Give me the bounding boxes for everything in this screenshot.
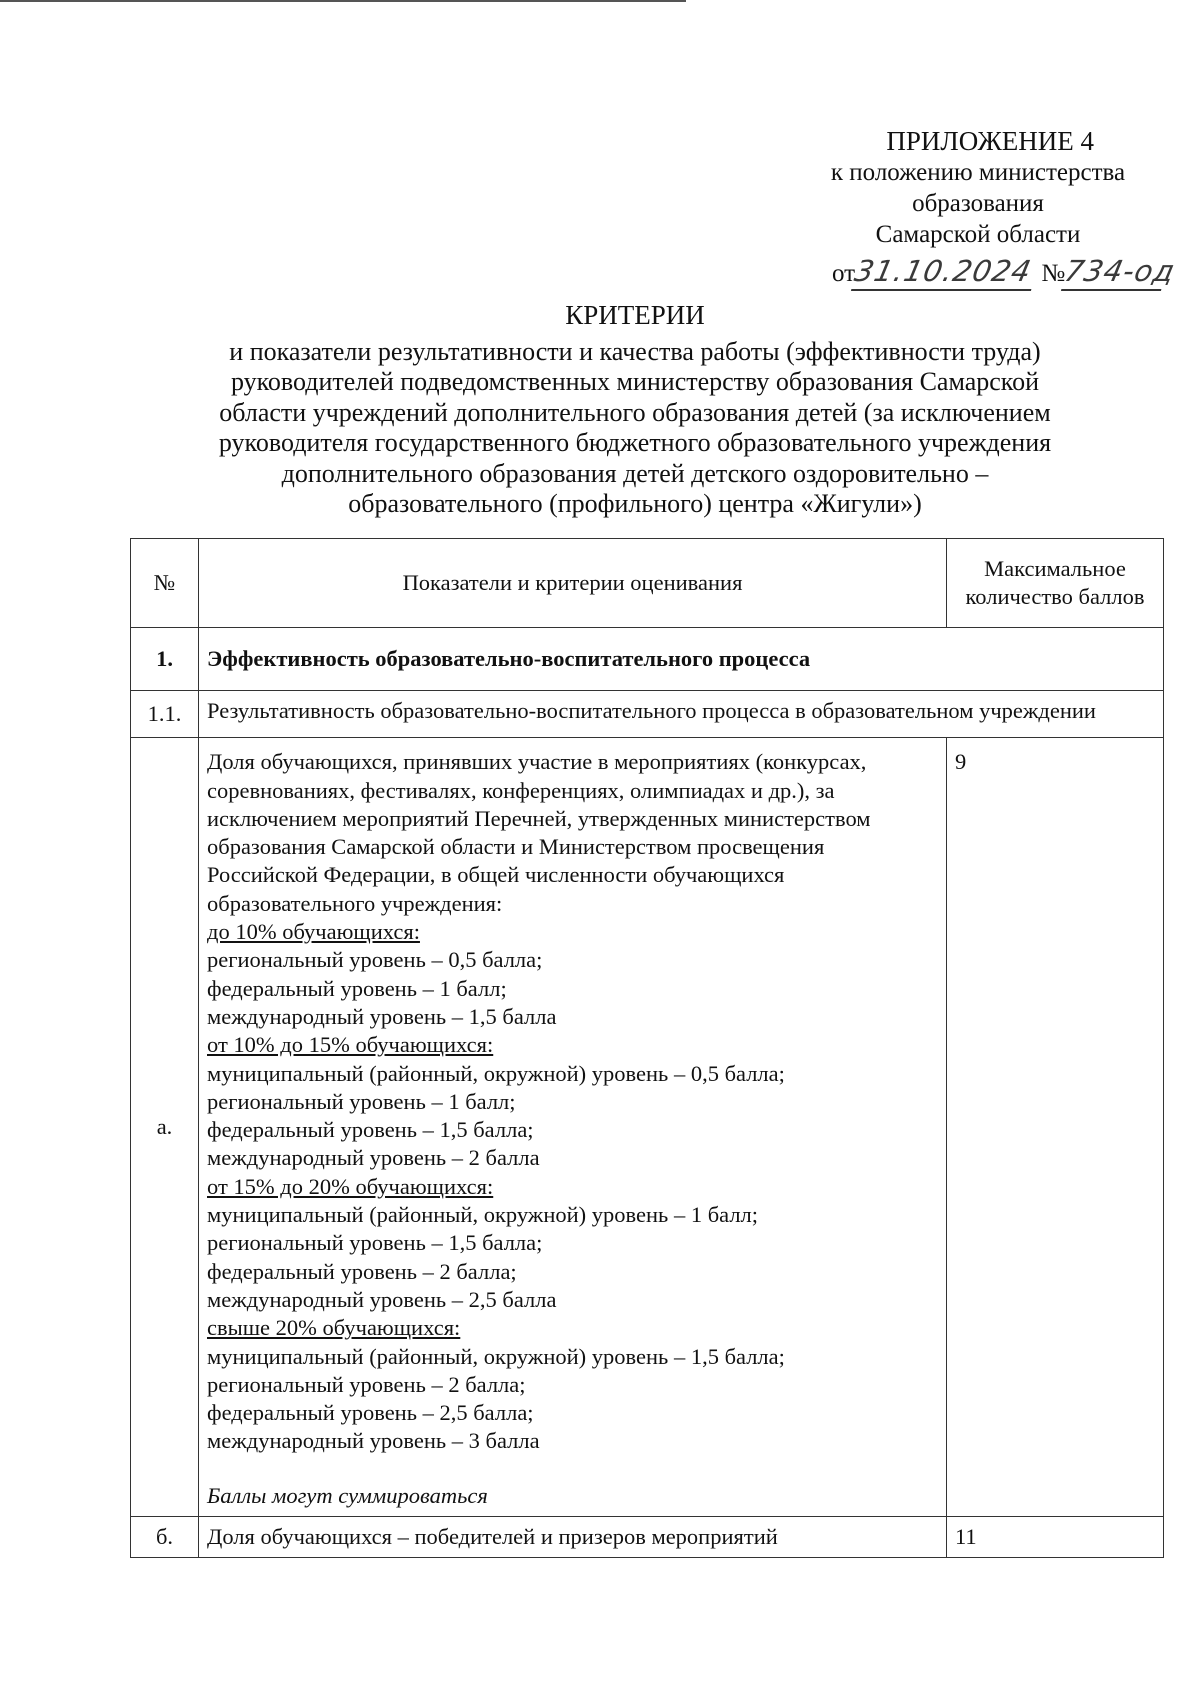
annex-line: образования xyxy=(912,190,1044,217)
list-item: федеральный уровень – 1,5 балла; xyxy=(207,1117,534,1143)
table-row-a xyxy=(131,738,1164,1517)
heading-line: образовательного (профильного) центра «Жигули») xyxy=(348,489,922,518)
section-num: 1. xyxy=(131,628,199,691)
row-a-intro: Доля обучающихся, принявших участие в мероприятиях (конкурсах, соревнованиях, фестивалях, конференциях, олимпиадах и др.), за исключением мероприятий Перечней, утвержденных министерством образования Самарской области и Министерством просвещения Российской Федерации, в общей численности обучающихся образовательного учреждения: xyxy=(207,749,871,916)
list-item: международный уровень – 2 балла xyxy=(207,1145,540,1171)
table-row-b xyxy=(131,1517,1164,1558)
heading-line: области учреждений дополнительного образования детей (за исключением xyxy=(219,397,1051,427)
annex-date-number-row xyxy=(832,253,1179,297)
row-b-num: б. xyxy=(131,1517,199,1558)
row-a-criteria xyxy=(199,738,947,1517)
annex-block xyxy=(798,126,1158,250)
document-heading xyxy=(150,300,1120,520)
group-title: свыше 20% обучающихся: xyxy=(207,1315,461,1341)
row-a-points: 9 xyxy=(947,738,1164,1517)
heading-title: КРИТЕРИИ xyxy=(565,300,705,330)
header-num: № xyxy=(131,539,199,628)
heading-line: руководителей подведомственных министерству образования Самарской xyxy=(230,367,1040,396)
section-title: Эффективность образовательно-воспитательного процесса xyxy=(199,628,1164,691)
list-item: региональный уровень – 1 балл; xyxy=(207,1088,516,1114)
row-b-criteria: Доля обучающихся – победителей и призеров мероприятий xyxy=(199,1517,947,1558)
annex-title: ПРИЛОЖЕНИЕ 4 xyxy=(886,126,1094,156)
header-criteria: Показатели и критерии оценивания xyxy=(199,539,947,628)
date-prefix: от xyxy=(832,260,856,287)
subsection-num: 1.1. xyxy=(131,691,199,738)
list-item: региональный уровень – 2 балла; xyxy=(207,1371,526,1397)
heading-line: руководителя государственного бюджетного образовательного учреждения xyxy=(218,428,1052,457)
list-item: федеральный уровень – 2,5 балла; xyxy=(207,1400,534,1426)
list-item: федеральный уровень – 1 балл; xyxy=(207,975,507,1001)
list-item: муниципальный (районный, окружной) уровень – 1,5 балла; xyxy=(207,1343,785,1369)
subsection-row xyxy=(131,691,1164,738)
list-item: региональный уровень – 1,5 балла; xyxy=(207,1230,543,1256)
annex-line: к положению министерства xyxy=(830,159,1126,186)
group-title: от 10% до 15% обучающихся: xyxy=(207,1032,494,1058)
scan-top-edge-line xyxy=(0,0,686,2)
section-row xyxy=(131,628,1164,691)
list-item: муниципальный (районный, окружной) уровень – 1 балл; xyxy=(207,1202,759,1228)
heading-line: дополнительного образования детей детского оздоровительно – xyxy=(281,458,989,488)
row-a-num: а. xyxy=(131,738,199,1517)
number-prefix: № xyxy=(1041,260,1066,287)
list-item: международный уровень – 2,5 балла xyxy=(207,1286,557,1312)
list-item: федеральный уровень – 2 балла; xyxy=(207,1258,517,1284)
subsection-title: Результативность образовательно-воспитательного процесса в образовательном учреждении xyxy=(199,691,1164,738)
row-a-note: Баллы могут суммироваться xyxy=(207,1482,488,1508)
handwritten-number: 734-од xyxy=(1061,253,1169,291)
heading-line: и показатели результативности и качества работы (эффективности труда) xyxy=(229,336,1041,366)
row-b-points: 11 xyxy=(947,1517,1164,1558)
list-item: региональный уровень – 0,5 балла; xyxy=(207,947,543,973)
header-max-points: Максимальное количество баллов xyxy=(947,539,1164,628)
annex-line: Самарской области xyxy=(875,221,1081,248)
list-item: международный уровень – 1,5 балла xyxy=(207,1003,557,1029)
group-title: до 10% обучающихся: xyxy=(207,919,420,945)
handwritten-date: 31.10.2024 xyxy=(851,253,1039,291)
criteria-table xyxy=(130,538,1164,1558)
list-item: муниципальный (районный, окружной) уровень – 0,5 балла; xyxy=(207,1060,785,1086)
table-header-row xyxy=(131,539,1164,628)
group-title: от 15% до 20% обучающихся: xyxy=(207,1173,494,1199)
list-item: международный уровень – 3 балла xyxy=(207,1428,540,1454)
